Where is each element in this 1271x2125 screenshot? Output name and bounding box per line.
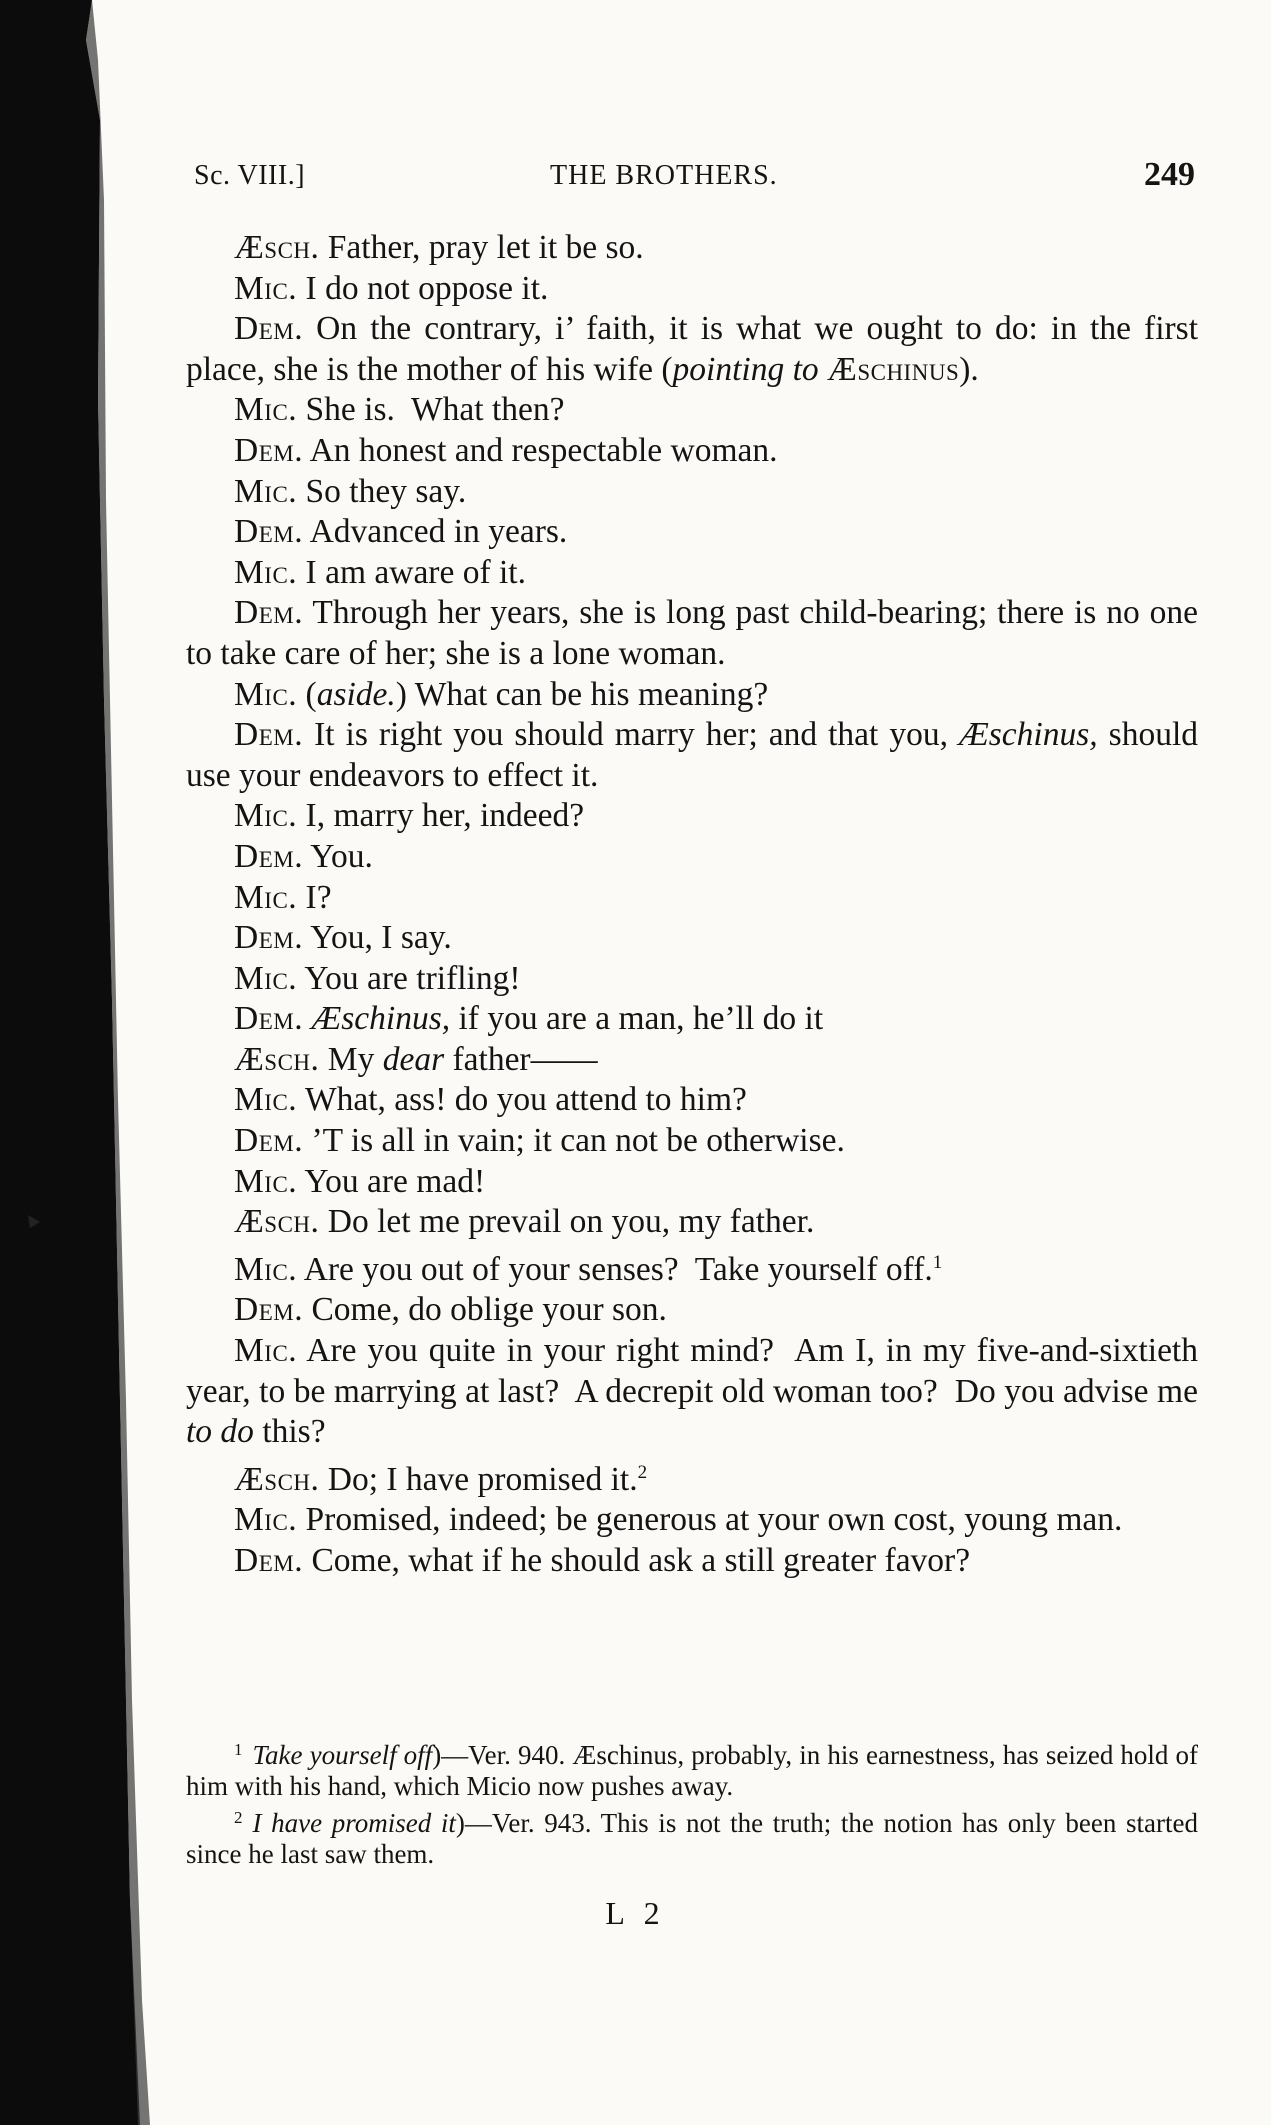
speaker: Mic. [234, 878, 298, 916]
line-text: You, I say. [310, 919, 452, 957]
dialogue-line [186, 918, 1198, 959]
line-text: An honest and respectable woman. [309, 431, 778, 469]
dialogue-line [186, 837, 1198, 878]
line-text: Do; I have promised it. [327, 1460, 638, 1498]
line-text: My [327, 1040, 375, 1078]
speaker: Dem. [234, 1122, 304, 1160]
dialogue-body [186, 228, 1207, 1582]
speaker: Dem. [234, 1000, 304, 1038]
dialogue-line [186, 1202, 1198, 1243]
book-spine-shadow [0, 0, 170, 2125]
speaker: Mic. [234, 391, 298, 429]
speaker: Dem. [234, 594, 304, 632]
dialogue-line [186, 593, 1198, 674]
running-title: THE BROTHERS. [550, 160, 778, 191]
line-text: On the contrary, i’ faith, it is what we ought to do: in the first place, she is the mother of his wife ( [186, 310, 1198, 388]
line-text: I do not oppose it. [305, 269, 549, 307]
speaker: Dem. [234, 837, 304, 875]
speaker: Dem. [234, 919, 304, 957]
dialogue-line [186, 675, 1198, 716]
line-text: What, ass! do you attend to him? [304, 1081, 747, 1119]
page-number: 249 [1144, 156, 1195, 193]
line-text: You. [310, 837, 373, 875]
dialogue-line [186, 431, 1198, 472]
line-text: I am aware of it. [305, 553, 526, 591]
speaker: Dem. [234, 310, 304, 348]
dialogue-line [186, 553, 1198, 594]
dialogue-line [186, 1121, 1198, 1162]
dialogue-line [186, 959, 1198, 1000]
line-text: should use your endeavors to effect it. [186, 716, 1199, 794]
line-text: Father, pray let it be so. [327, 229, 644, 266]
line-text: ’T is all in vain; it can not be otherwise. [311, 1122, 845, 1160]
dialogue-line [186, 1331, 1207, 1453]
footnote-text: )—Ver. 943. This is not the truth; the notion has only been started since he last saw them. [186, 1808, 1198, 1869]
speaker: Mic. [234, 1332, 298, 1370]
line-text: Come, do oblige your son. [311, 1291, 667, 1329]
line-text: You are mad! [304, 1162, 486, 1200]
dialogue-line [186, 1500, 1198, 1541]
footnote [186, 1802, 1198, 1870]
line-text: Do let me prevail on you, my father. [327, 1203, 815, 1241]
stage-direction: aside. [316, 675, 396, 713]
dialogue-line [186, 878, 1198, 919]
dialogue-line [186, 1162, 1198, 1203]
dialogue-line [186, 309, 1198, 390]
line-text: You are trifling! [304, 959, 521, 997]
speaker: Mic. [234, 1162, 298, 1200]
footnote-mark: 1 [234, 1740, 243, 1759]
speaker: Mic. [234, 472, 298, 510]
line-text: Are you quite in your right mind? Am I, in my five-and-sixtieth year, to be marrying at last? A decrepit old woman too? Do you advise me [186, 1332, 1207, 1410]
dialogue-line [186, 1541, 1198, 1582]
dialogue-line [186, 472, 1198, 513]
speaker: Dem. [234, 1542, 304, 1579]
speaker: Dem. [234, 716, 304, 754]
speaker-ref: Æschinus [827, 350, 960, 388]
dialogue-line [186, 390, 1198, 431]
line-text: Are you out of your senses? Take yourself off. [303, 1250, 933, 1288]
line-text: Through her years, she is long past child-bearing; there is no one to take care of her; she is a lone woman. [186, 594, 1198, 672]
dialogue-line [186, 512, 1198, 553]
footnotes [186, 1734, 1198, 1870]
dialogue-line [186, 228, 1198, 269]
footnote-lemma: Take yourself off [252, 1740, 433, 1770]
speaker: Mic. [234, 269, 298, 307]
stage-direction: pointing to [672, 350, 819, 388]
speaker: Dem. [234, 431, 304, 469]
footnote-lemma: I have promised it [252, 1808, 456, 1838]
speaker: Mic. [234, 1081, 298, 1119]
emphasis: dear [382, 1040, 445, 1078]
line-text: Advanced in years. [309, 513, 568, 551]
speaker: Mic. [234, 797, 298, 835]
speaker: Æsch. [234, 1203, 320, 1241]
signature-mark: L 2 [605, 1895, 666, 1931]
speaker: Mic. [234, 675, 298, 713]
line-text: father—— [452, 1040, 598, 1078]
scene-label: Sc. VIII.] [194, 160, 306, 191]
footnote-ref: 1 [932, 1251, 943, 1273]
footnote-ref: 2 [637, 1461, 648, 1483]
line-text: ). [959, 350, 979, 388]
dialogue-line [186, 269, 1198, 310]
speaker: Dem. [234, 1291, 304, 1329]
speaker: Æsch. [234, 1460, 320, 1498]
line-text: I, marry her, indeed? [305, 797, 585, 835]
speaker: Mic. [234, 1250, 298, 1288]
footnote-text: )—Ver. 940. Æschinus, probably, in his earnestness, has seized hold of him with his hand, which Micio now pushes away. [186, 1740, 1198, 1801]
footnote [186, 1734, 1198, 1802]
italic-name: Æschinus, [958, 716, 1098, 754]
italic-name: Æschinus, [311, 1000, 451, 1038]
dialogue-line [186, 999, 1198, 1040]
speaker: Æsch. [234, 1040, 320, 1078]
dialogue-line [186, 1290, 1198, 1331]
dialogue-line [186, 796, 1198, 837]
line-text: I? [305, 878, 332, 916]
running-header [190, 152, 1195, 202]
dialogue-line [186, 1243, 1198, 1291]
line-text: She is. What then? [305, 391, 565, 429]
speaker: Dem. [234, 513, 304, 551]
dialogue-line [186, 1453, 1198, 1501]
line-text: So they say. [305, 472, 467, 510]
emphasis: to do [186, 1413, 254, 1451]
speaker: Mic. [234, 959, 298, 997]
line-text: It is right you should marry her; and that you, [314, 716, 948, 754]
dialogue-line [186, 715, 1198, 796]
speaker: Æsch. [234, 229, 320, 266]
line-text: if you are a man, he’ll do it [458, 1000, 824, 1038]
dialogue-line [186, 1040, 1198, 1081]
footnote-mark: 2 [234, 1808, 243, 1827]
line-text: this? [262, 1413, 326, 1451]
dialogue-line [186, 1080, 1198, 1121]
line-text: ) What can be his meaning? [395, 675, 769, 713]
line-text: ( [305, 675, 317, 713]
speaker: Mic. [234, 1501, 298, 1539]
line-text: Promised, indeed; be generous at your own cost, young man. [305, 1501, 1123, 1539]
line-text: Come, what if he should ask a still greater favor? [311, 1542, 971, 1579]
speaker: Mic. [234, 553, 298, 591]
